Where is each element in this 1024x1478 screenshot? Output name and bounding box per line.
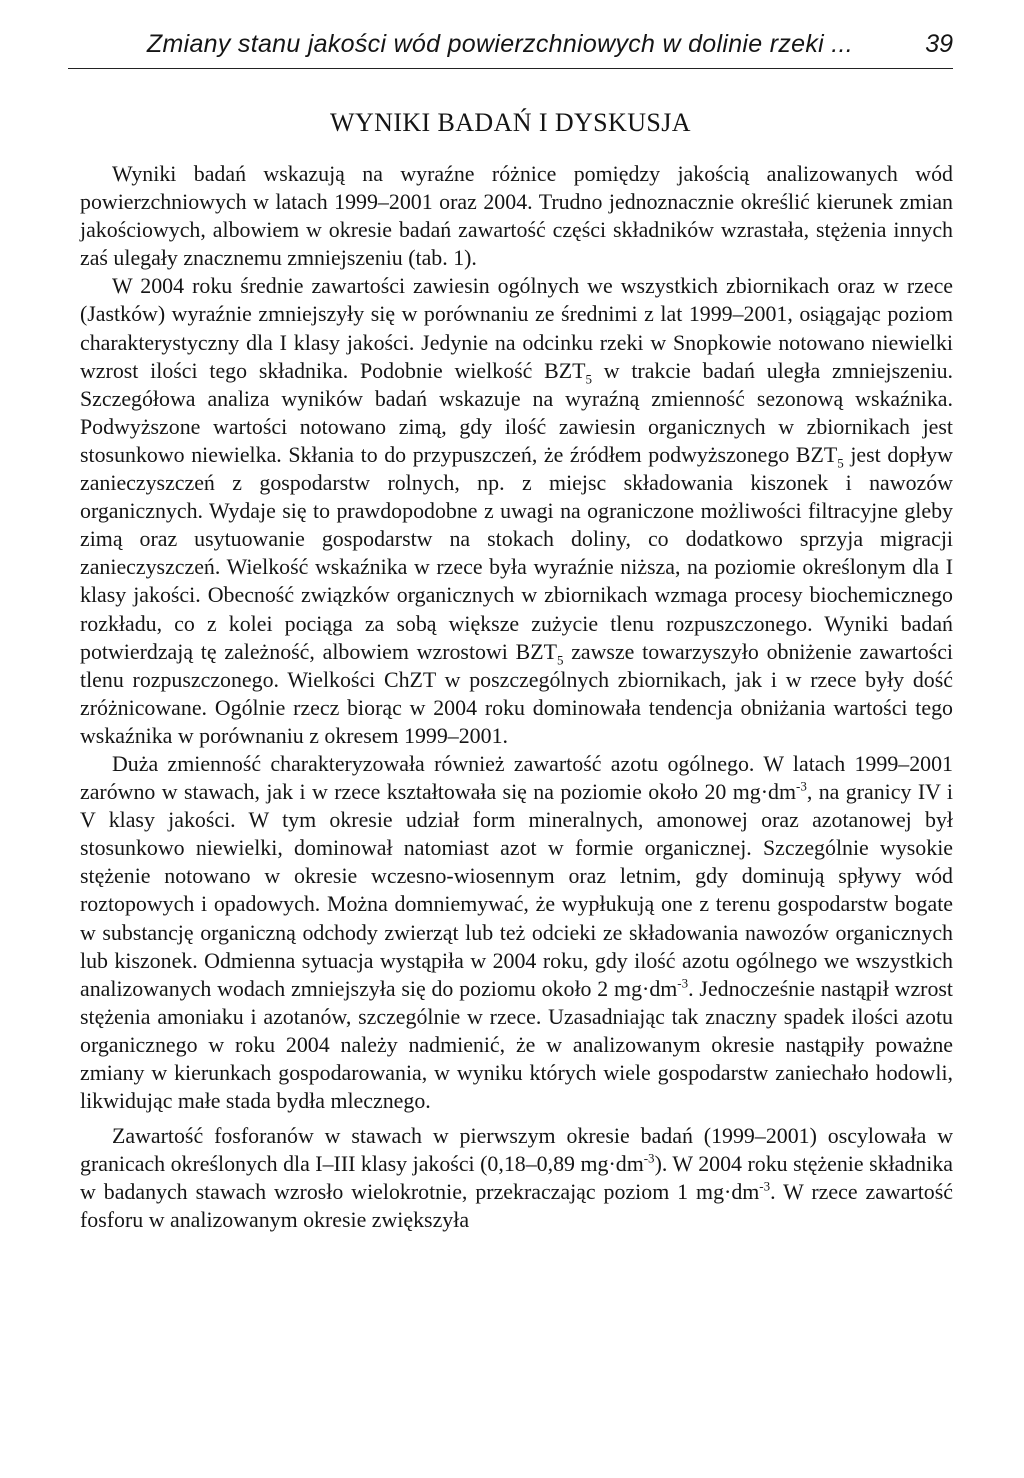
- superscript: -3: [643, 1150, 655, 1166]
- text-run: W 2004 roku średnie zawartości zawiesin ogólnych we wszystkich zbiornikach oraz w rzece (Jastków) wyraźnie zmniejszyły się w porównaniu ze średnimi z lat 1999–2001, osiągając poziom charakterystyczny dla I klasy jakości. Jedynie na odcinku rzeki w Snopkowie notowano niewielki wzrost ilości tego składnika. Podobnie wielkość BZT: [80, 273, 953, 383]
- running-title: Zmiany stanu jakości wód powierzchniowych w dolinie rzeki ...: [146, 30, 853, 58]
- text-run: zawsze towarzyszyło obniżenie zawartości tlenu rozpuszczonego. Wielkości ChZT w poszczególnych zbiornikach, jak i w rzece były dość zróżnicowane. Ogólnie rzecz biorąc w 2004 roku dominowała tendencja obniżania wartości tego wskaźnika w porównaniu z okresem 1999–2001.: [80, 638, 953, 748]
- paragraph-1: Wyniki badań wskazują na wyraźne różnice pomiędzy jakością analizowanych wód powierzchniowych w latach 1999–2001 oraz 2004. Trudno jednoznacznie określić kierunek zmian jakościowych, albowiem w okresie badań zawartość części składników wzrastała, stężenia innych zaś ulegały znacznemu zmniejszeniu (tab. 1).: [80, 161, 953, 271]
- superscript: -3: [796, 778, 807, 794]
- text-run: Duża zmienność charakteryzowała również zawartość azotu ogólnego. W latach 1999–2001 zarówno w stawach, jak i w rzece kształtowała się na poziomie około 20 mg·dm: [80, 750, 953, 805]
- subscript: 5: [585, 371, 592, 387]
- text-run: w trakcie badań uległa zmniejszeniu. Szczegółowa analiza wyników badań wskazuje na wyraźną zmienność sezonową wskaźnika. Podwyższone wartości notowano zimą, gdy ilość zawiesin organicznych w zbiornikach jest stosunkowo niewielka. Skłania to do przypuszczeń, że źródłem podwyższonego BZT: [80, 357, 953, 467]
- subscript: 5: [556, 651, 564, 667]
- text-run: . W rzece zawartość fosforu w analizowanym okresie zwiększyła: [80, 1179, 953, 1233]
- paragraph-4: [80, 1122, 953, 1234]
- text-run: , na granicy IV i V klasy jakości. W tym okresie udział form mineralnych, amonowej oraz azotanowej był stosunkowo niewielki, dominował natomiast azot w formie organicznej. Szczególnie wysokie stężenie notowano w okresie wczesno-wiosennym oraz letnim, gdy dominują spływy wód roztopowych i opadowych. Można domniemywać, że wypłukują one z terenu gospodarstw bogate w substancję organiczną odchody zwierząt lub też odcieki ze składowania nawozów organicznych lub kiszonek. Odmienna sytuacja wystąpiła w 2004 roku, gdy ilość azotu ogólnego we wszystkich analizowanych wodach zmniejszyła się do poziomu około 2 mg·dm: [80, 779, 954, 1001]
- section-heading: WYNIKI BADAŃ I DYSKUSJA: [330, 108, 691, 137]
- paragraph-3: [80, 750, 953, 1115]
- superscript: -3: [759, 1179, 771, 1195]
- running-header: [68, 30, 953, 69]
- paragraph-2: [80, 272, 953, 750]
- text-run: Zawartość fosforanów w stawach w pierwszym okresie badań (1999–2001) oscylowała w granicach określonych dla I–III klasy jakości (0,18–0,89 mg·dm: [80, 1123, 953, 1177]
- text-run: jest dopływ zanieczyszczeń z gospodarstw rolnych, np. z miejsc składowania kiszonek i nawozów organicznych. Wydaje się to prawdopodobne z uwagi na ograniczone możliwości filtracyjne gleby zimą oraz usytuowanie gospodarstw na stokach doliny, co dodatkowo sprzyja migracji zanieczyszczeń. Wielkość wskaźnika w rzece była wyraźnie niższa, na poziomie określonym dla I klasy jakości. Obecność związków organicznych w zbiornikach wzmaga procesy biochemicznego rozkładu, co z kolei pociąga za sobą większe zużycie tlenu rozpuszczonego. Wyniki badań potwierdzają tę zależność, albowiem wzrostowi BZT: [80, 441, 953, 664]
- subscript: 5: [837, 455, 844, 471]
- superscript: -3: [677, 975, 689, 991]
- text-run: . Jednocześnie nastąpił wzrost stężenia amoniaku i azotanów, szczególnie w rzece. Uzasadniając tak znaczny spadek ilości azotu organicznego w roku 2004 należy nadmienić, że w analizowanym okresie nastąpiły poważne zmiany w kierunkach gospodarowania, w wyniku których wiele gospodarstw zaniechało hodowli, likwidując małe stada bydła mlecznego.: [80, 975, 953, 1114]
- body-text: [80, 160, 953, 1235]
- text-run: ). W 2004 roku stężenie składnika w badanych stawach wzrosło wielokrotnie, przekraczając poziom 1 mg·dm: [80, 1151, 953, 1205]
- page-number: 39: [925, 30, 953, 58]
